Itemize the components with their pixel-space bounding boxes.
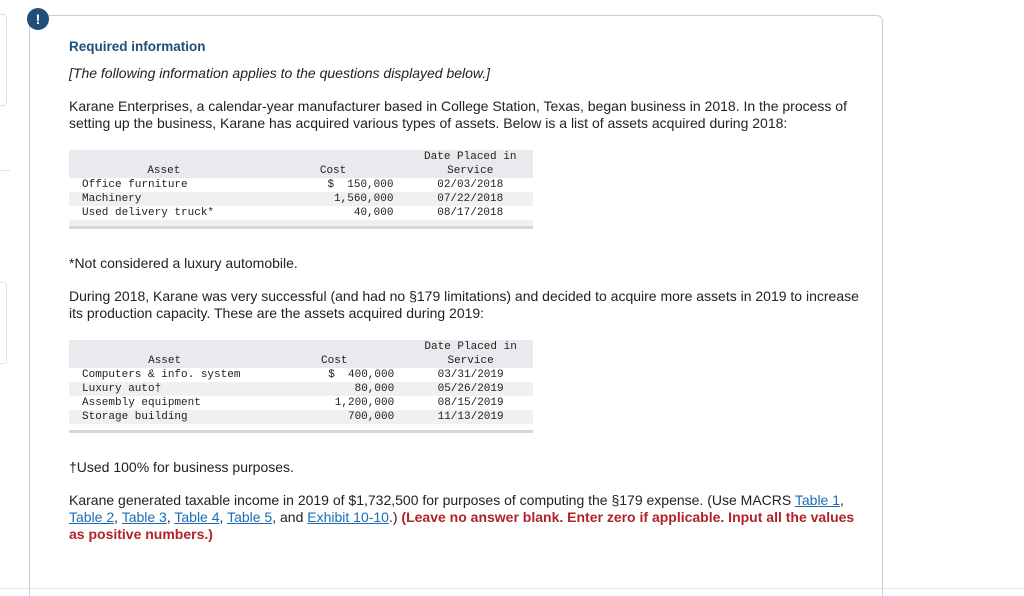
- question-content: [69, 38, 859, 543]
- assets-2019-table: [69, 340, 533, 433]
- footnote-business-use: †Used 100% for business purposes.: [69, 459, 294, 475]
- paragraph-instructions: Karane generated taxable income in 2019 of $1,732,500 for purposes of computing the §179 expense. (Use MACRS Table 1, Table 2, Table 3, Table 4, Table 5, and Exhibit 10-10.) (Leave no answer blank. Enter zero if applicable. Input all the values as positive numbers.): [69, 492, 855, 542]
- footnote-luxury: *Not considered a luxury automobile.: [69, 255, 298, 271]
- paragraph-2018: Karane Enterprises, a calendar-year manufacturer based in College Station, Texas, began business in 2018. In the process of setting up the business, Karane has acquired various types of assets. Below is a list of assets acquired during 2018:: [69, 98, 847, 131]
- column-header-asset: Asset: [69, 354, 260, 368]
- column-header-date: Date Placed in: [407, 150, 533, 164]
- link-table-1[interactable]: Table 1: [794, 492, 841, 508]
- table-row: Assembly equipment 1,200,000 08/15/2019: [82, 397, 504, 409]
- required-info-heading: Required information: [69, 39, 206, 54]
- side-panel-tab: [0, 14, 7, 106]
- link-table-2[interactable]: Table 2: [69, 509, 115, 525]
- table-row: Luxury auto† 80,000 05/26/2019: [69, 382, 533, 396]
- column-header-service: Service: [408, 354, 533, 368]
- table-row: Machinery 1,560,000 07/22/2018: [69, 192, 533, 206]
- intro-note: [The following information applies to the questions displayed below.]: [69, 65, 491, 81]
- assets-2018-table: [69, 150, 533, 229]
- column-header-service: Service: [407, 164, 533, 178]
- column-header-cost: Cost: [259, 164, 408, 178]
- column-header-date: Date Placed in: [408, 340, 533, 354]
- divider: [0, 588, 1024, 589]
- table-row: Storage building 700,000 11/13/2019: [69, 410, 533, 424]
- table-row: Office furniture $ 150,000 02/03/2018: [82, 179, 504, 191]
- link-table-4[interactable]: Table 4: [174, 509, 220, 525]
- table-row: Used delivery truck* 40,000 08/17/2018: [82, 207, 504, 219]
- link-exhibit-10-10[interactable]: Exhibit 10-10: [307, 509, 389, 525]
- alert-icon: !: [27, 8, 49, 30]
- link-table-5[interactable]: Table 5: [227, 509, 273, 525]
- instruction-note: (Leave no answer blank. Enter zero if applicable. Input all the values as positive numbers.): [69, 509, 855, 542]
- column-header-asset: Asset: [69, 164, 259, 178]
- table-row: Computers & info. system $ 400,000 03/31/2019: [82, 369, 504, 381]
- link-table-3[interactable]: Table 3: [121, 509, 167, 525]
- column-header-cost: Cost: [260, 354, 408, 368]
- side-panel-tab: [0, 282, 7, 364]
- paragraph-2019: During 2018, Karane was very successful (and had no §179 limitations) and decided to acquire more assets in 2019 to increase its production capacity. These are the assets acquired during 2019:: [69, 288, 859, 321]
- divider: [0, 170, 10, 171]
